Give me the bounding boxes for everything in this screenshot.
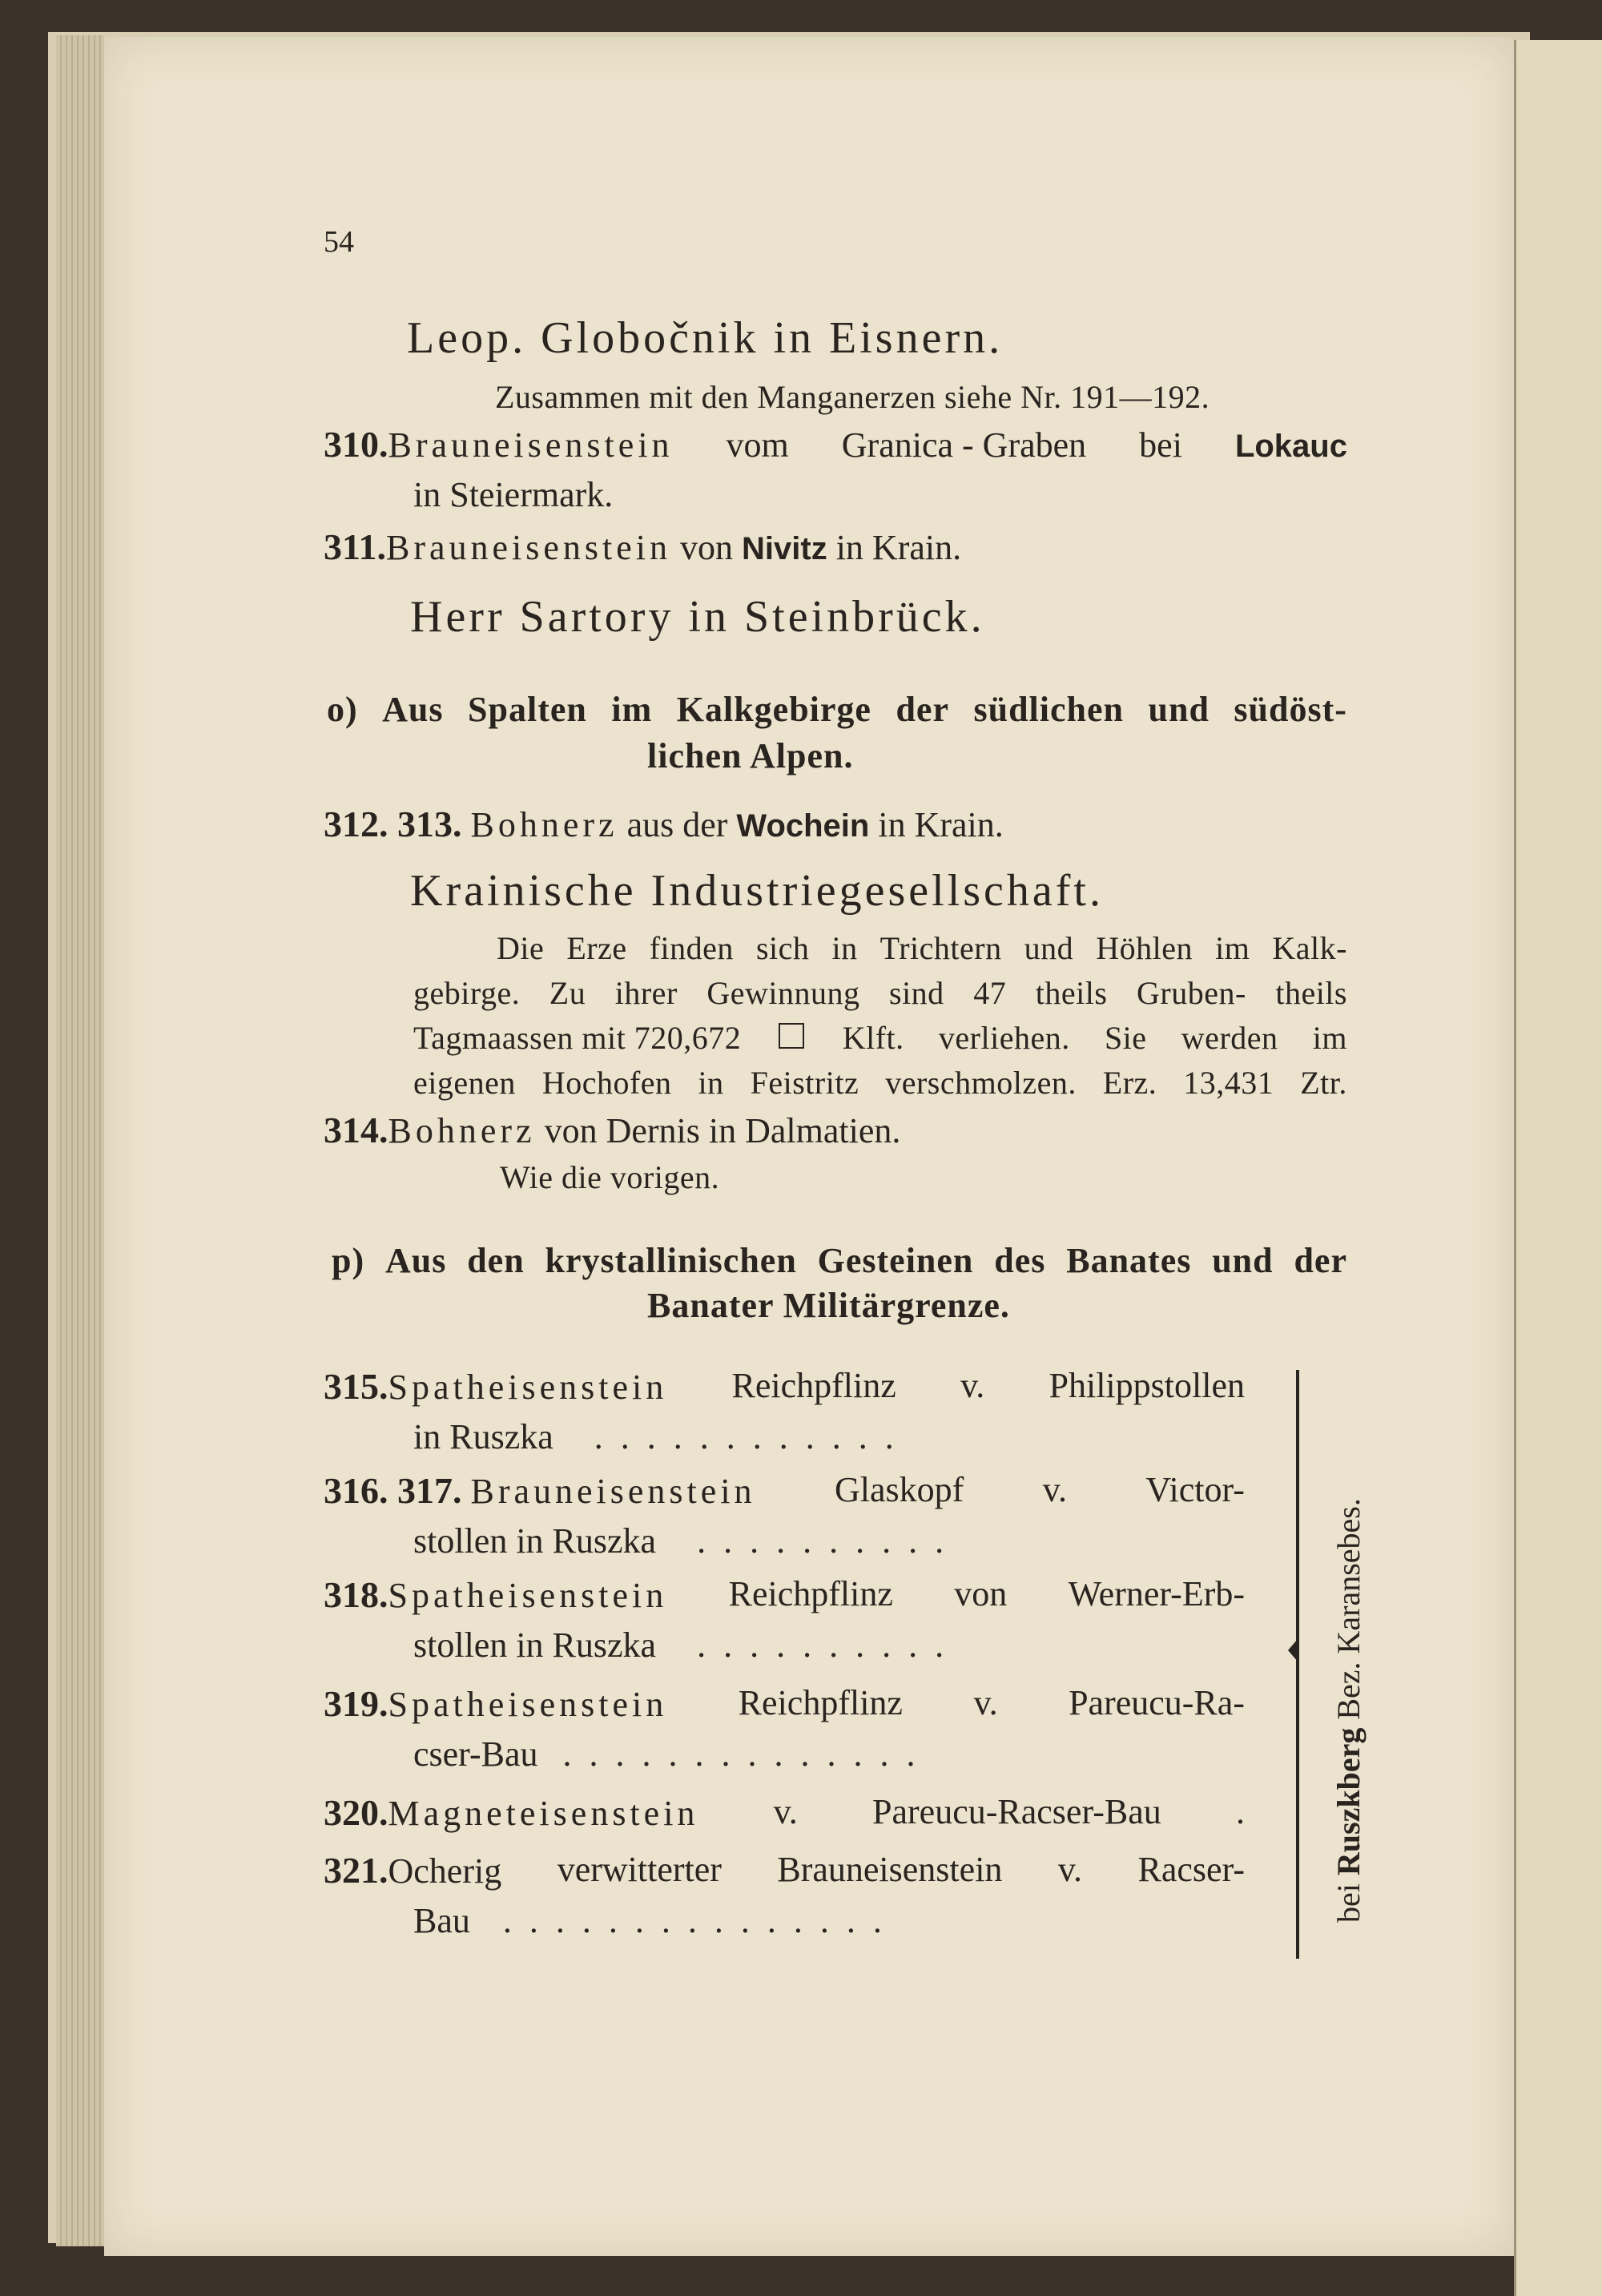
entry-314-note: Wie die vorigen. [500,1159,720,1195]
entry-310-line2: in Steiermark. [413,475,614,514]
heading-sartory: Herr Sartory in Steinbrück. [410,592,985,642]
entry-318-line1: 318.Spatheisenstein Reichpflinz von Werner-Erb- [324,1574,1245,1615]
bracket-point-icon [1288,1639,1298,1662]
entry-314: 314.Bohnerz von Dernis in Dalmatien. [324,1110,901,1150]
entry-315-line1: 315.Spatheisenstein Reichpflinz v. Philippstollen [324,1366,1245,1407]
entry-319-line2: cser-Bau .............. [413,1734,933,1774]
entry-318-line2: stollen in Ruszka .......... [413,1625,962,1665]
note-globocnik: Zusammen mit den Manganerzen siehe Nr. 191—192. [495,379,1210,415]
grouping-bracket [1296,1370,1299,1959]
paragraph-line3: Tagmaassen mit 720,672 Klft. verliehen. Sie werden im [413,1020,1347,1056]
entry-321-line2: Bau ............... [413,1901,900,1940]
section-p-line2: Banater Militärgrenze. [647,1286,1010,1325]
entry-name: Brauneisenstein [388,425,674,465]
heading-krainische: Krainische Industriegesellschaft. [410,866,1104,916]
side-note-vertical: bei Ruszkberg Bez. Karansebes. [1330,1498,1367,1923]
entry-316-317-line2: stollen in Ruszka .......... [413,1521,962,1561]
entry-319-line1: 319.Spatheisenstein Reichpflinz v. Pareucu-Ra- [324,1683,1245,1724]
paragraph-line4: eigenen Hochofen in Feistritz verschmolzen. Erz. 13,431 Ztr. [413,1065,1347,1101]
section-o-line1: o) Aus Spalten im Kalkgebirge der südlichen und südöst- [327,690,1347,729]
heading-globocnik: Leop. Globočnik in Eisnern. [407,313,1004,363]
entry-320: 320.Magneteisenstein v. Pareucu-Racser-Bau . [324,1792,1245,1833]
page-number: 54 [324,225,354,259]
section-p-line1: p) Aus den krystallinischen Gesteinen des Banates und der [332,1241,1347,1280]
paragraph-line2: gebirge. Zu ihrer Gewinnung sind 47 theils Gruben- theils [413,975,1347,1011]
paragraph-line1: Die Erze finden sich in Trichtern und Höhlen im Kalk- [497,930,1347,966]
section-o-line2: lichen Alpen. [647,736,854,775]
entry-number: 310. [324,424,388,465]
place-name: Lokauc [1234,429,1347,464]
entry-316-317-line1: 316. 317. Brauneisenstein Glaskopf v. Victor- [324,1470,1245,1511]
square-symbol-icon [779,1023,804,1049]
entry-315-line2: in Ruszka ............ [413,1417,912,1456]
entry-310-line1: 310.Brauneisenstein vom Granica - Graben bei Lokauc [324,424,1347,465]
entry-311: 311.Brauneisenstein von Nivitz in Krain. [324,526,962,567]
entry-321-line1: 321.Ocherig verwitterter Brauneisenstein v. Racser- [324,1850,1245,1891]
entry-312-313: 312. 313. Bohnerz aus der Wochein in Krain. [324,804,1004,844]
